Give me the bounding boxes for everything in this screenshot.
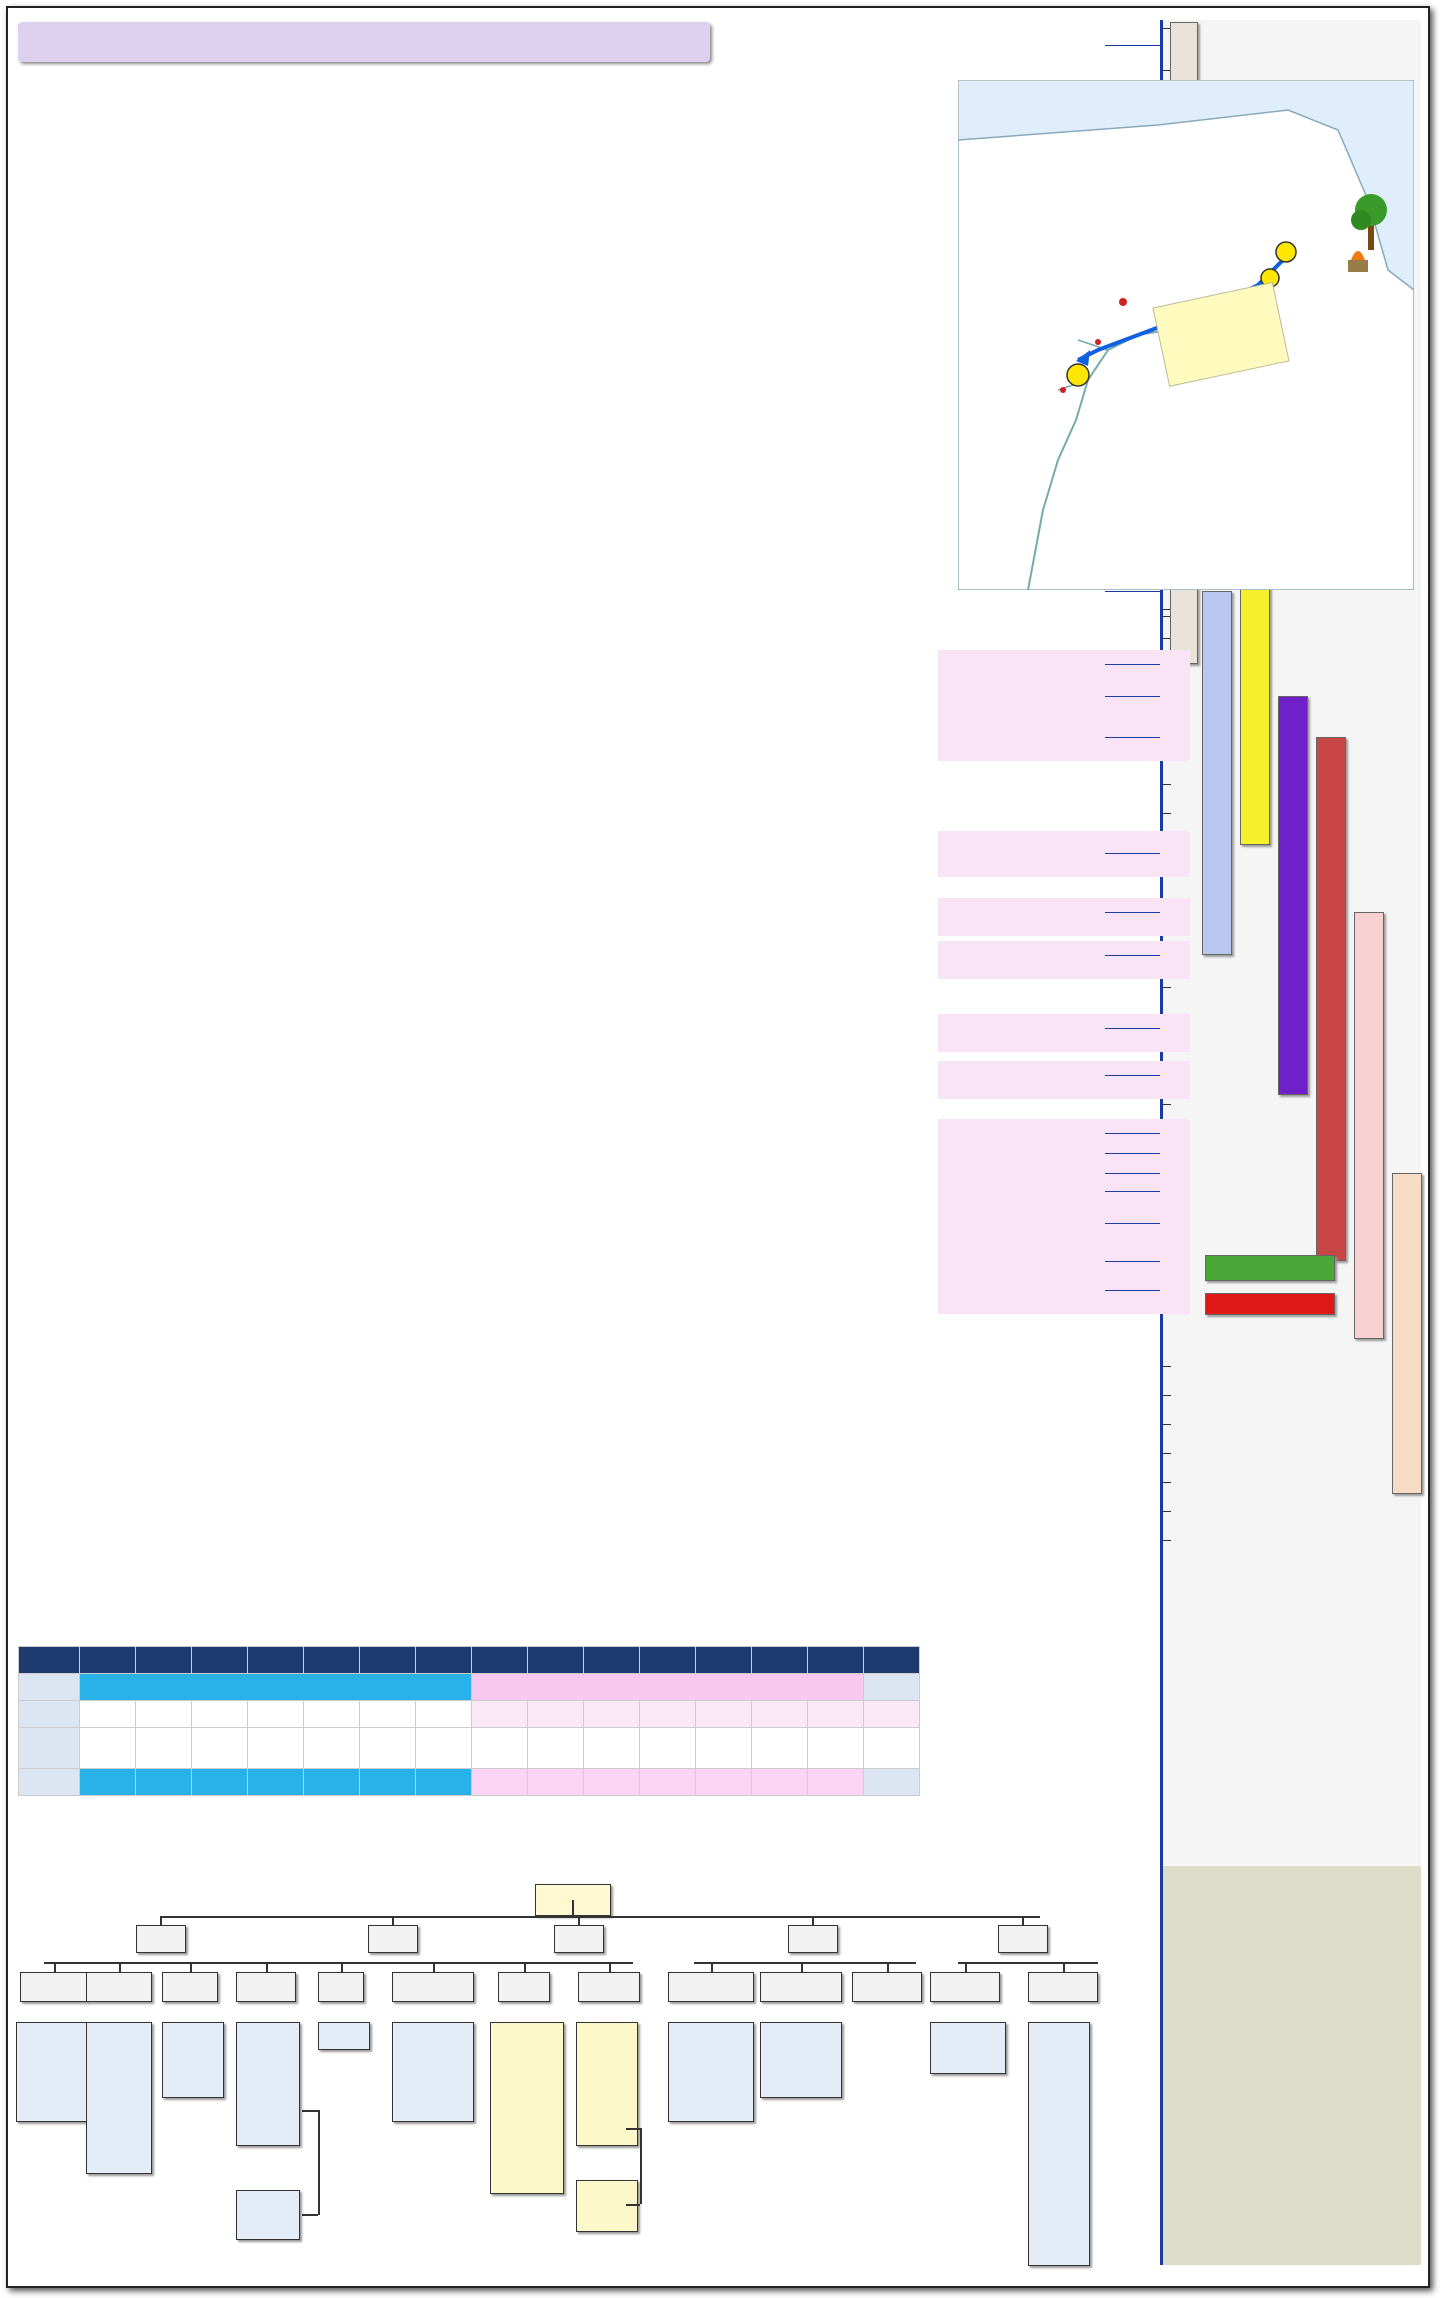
tribe-node [162, 1972, 218, 2002]
age-cell [528, 1728, 584, 1769]
jae-cell [136, 1701, 192, 1728]
sons-list [576, 2180, 638, 2232]
bad-years-cell [472, 1674, 864, 1701]
jae-cell [752, 1701, 808, 1728]
sons-list [16, 2022, 88, 2122]
person-bar [1278, 696, 1308, 1095]
age-cell [696, 1728, 752, 1769]
tick-mark [1163, 1366, 1171, 1367]
event-connector [1105, 1173, 1160, 1174]
age-cell [640, 1728, 696, 1769]
wife-node [554, 1925, 604, 1953]
jae-cell [472, 1701, 528, 1728]
tree-line [119, 1962, 121, 1972]
person-bar [1392, 1173, 1422, 1493]
person-bar [1316, 737, 1346, 1261]
tick-mark [1163, 1482, 1171, 1483]
event-connector [1105, 912, 1160, 913]
tree-line [302, 2214, 318, 2216]
table-year [192, 1647, 248, 1674]
event-connector [1105, 1261, 1160, 1262]
year-table [18, 1646, 920, 1796]
middle-text-column [472, 95, 912, 117]
tick-mark [1163, 1104, 1171, 1105]
heliopolis-marker [1067, 364, 1089, 386]
count-cell [640, 1769, 696, 1796]
tree-line [694, 1962, 916, 1964]
jae-label [19, 1701, 80, 1728]
person-bar [1354, 912, 1384, 1340]
age-cell [80, 1728, 136, 1769]
event-connector [1105, 591, 1160, 592]
age-cell [472, 1728, 528, 1769]
city-marker [1060, 387, 1066, 393]
hebron-marker [1276, 242, 1296, 262]
age-cell [808, 1728, 864, 1769]
jae-cell [640, 1701, 696, 1728]
event-highlight [938, 1014, 1190, 1052]
tree-line [887, 1962, 889, 1972]
rameses-marker [1119, 298, 1127, 306]
city-marker [1095, 339, 1101, 345]
tree-line [160, 1916, 1040, 1918]
age-cell [864, 1728, 920, 1769]
jae-cell [304, 1701, 360, 1728]
age-cell [584, 1728, 640, 1769]
jae-cell [808, 1701, 864, 1728]
tree-line [609, 1962, 611, 1972]
tick-mark [1163, 1540, 1171, 1541]
wife-node [136, 1925, 186, 1953]
table-year [136, 1647, 192, 1674]
tree-line [626, 2204, 640, 2206]
event-highlight [938, 839, 1190, 877]
tree-line [433, 1962, 435, 1972]
jae-cell [528, 1701, 584, 1728]
event-connector [1105, 1290, 1160, 1291]
event-connector [1105, 664, 1160, 665]
tree-line [572, 1900, 574, 1916]
table-year [808, 1647, 864, 1674]
table-year [80, 1647, 136, 1674]
tick-mark [1163, 813, 1171, 814]
good-years-cell [80, 1674, 472, 1701]
event-connector [1105, 1153, 1160, 1154]
event-connector [1105, 45, 1160, 46]
age-cell [192, 1728, 248, 1769]
person-bar [1202, 591, 1232, 955]
famine-box [1205, 1293, 1335, 1315]
tribe-node [498, 1972, 550, 2002]
table-year [640, 1647, 696, 1674]
event-highlight [938, 898, 1190, 936]
tribe-node [86, 1972, 152, 2002]
count-cell [192, 1769, 248, 1796]
tribe-node [760, 1972, 842, 2002]
sons-list [1028, 2022, 1090, 2266]
event-connector [1105, 1223, 1160, 1224]
tree-line [640, 2128, 642, 2204]
event-highlight [938, 1276, 1190, 1314]
age-cell [360, 1728, 416, 1769]
count-cell [864, 1769, 920, 1796]
event-connector [1105, 853, 1160, 854]
jae-cell [80, 1701, 136, 1728]
tree-line [524, 1962, 526, 1972]
event-highlight [938, 723, 1190, 761]
sons-list [760, 2022, 842, 2098]
event-connector [1105, 1133, 1160, 1134]
tree-line [958, 1962, 1098, 1964]
count-cell [808, 1769, 864, 1796]
tribe-node [852, 1972, 922, 2002]
tree-line [801, 1962, 803, 1972]
tree-line [266, 1962, 268, 1972]
table-year [248, 1647, 304, 1674]
sons-list [490, 2022, 564, 2194]
table-blank [19, 1674, 80, 1701]
event-highlight [938, 682, 1190, 720]
left-text-column [18, 95, 438, 117]
count-cell [696, 1769, 752, 1796]
count-cell [584, 1769, 640, 1796]
table-year [472, 1647, 528, 1674]
event-connector [1105, 737, 1160, 738]
table-blank [864, 1674, 920, 1701]
table-year [360, 1647, 416, 1674]
tick-mark [1163, 784, 1171, 785]
jae-cell [416, 1701, 472, 1728]
count-cell [416, 1769, 472, 1796]
count-cell [248, 1769, 304, 1796]
sons-list [236, 2190, 300, 2240]
tick-mark [1163, 1424, 1171, 1425]
count-label [19, 1769, 80, 1796]
tree-line [965, 1962, 967, 1972]
tree-line [341, 1962, 343, 1972]
spacer [472, 95, 912, 117]
tree-line [626, 2128, 640, 2130]
egypt-sojourn-bg [1163, 1866, 1421, 2265]
tick-mark [1163, 987, 1171, 988]
tribe-node [930, 1972, 1000, 2002]
age-label [19, 1728, 80, 1769]
tree-line [190, 1962, 192, 1972]
tree-line [44, 1962, 344, 1964]
spacer [18, 95, 438, 117]
count-cell [360, 1769, 416, 1796]
sons-list [318, 2022, 370, 2050]
sons-list [236, 2022, 300, 2146]
table-year [752, 1647, 808, 1674]
tribe-node [392, 1972, 474, 2002]
tribe-node [318, 1972, 364, 2002]
event-highlight [938, 941, 1190, 979]
table-head-label [19, 1647, 80, 1674]
count-cell [752, 1769, 808, 1796]
table-year [584, 1647, 640, 1674]
count-cell [136, 1769, 192, 1796]
chapter-title-bar [18, 22, 710, 62]
count-cell [472, 1769, 528, 1796]
table-year [416, 1647, 472, 1674]
tribe-node [1028, 1972, 1098, 2002]
table-year [696, 1647, 752, 1674]
age-cell [304, 1728, 360, 1769]
count-cell [80, 1769, 136, 1796]
sons-list [930, 2022, 1006, 2074]
tree-line [493, 1962, 633, 1964]
tree-line [302, 2110, 318, 2112]
age-cell [752, 1728, 808, 1769]
tick-mark [1163, 1511, 1171, 1512]
event-connector [1105, 1075, 1160, 1076]
tribe-node [236, 1972, 296, 2002]
jae-cell [192, 1701, 248, 1728]
jae-cell [360, 1701, 416, 1728]
sons-list [162, 2022, 224, 2098]
event-connector [1105, 1028, 1160, 1029]
jae-cell [864, 1701, 920, 1728]
tick-mark [1163, 1395, 1171, 1396]
tree-line [711, 1962, 713, 1972]
tree-line [1063, 1962, 1065, 1972]
age-cell [136, 1728, 192, 1769]
jae-cell [248, 1701, 304, 1728]
tick-mark [1163, 1453, 1171, 1454]
age-cell [248, 1728, 304, 1769]
event-highlight [938, 1061, 1190, 1099]
age-cell [416, 1728, 472, 1769]
jae-cell [584, 1701, 640, 1728]
jae-cell [696, 1701, 752, 1728]
sons-list [668, 2022, 754, 2122]
map [958, 80, 1414, 590]
table-year [304, 1647, 360, 1674]
count-cell [304, 1769, 360, 1796]
sons-list [392, 2022, 474, 2122]
count-cell [528, 1769, 584, 1796]
table-year [864, 1647, 920, 1674]
tree-line [318, 2110, 320, 2215]
good-years-box [1205, 1255, 1335, 1281]
wife-node [368, 1925, 418, 1953]
event-connector [1105, 696, 1160, 697]
tribe-node [20, 1972, 88, 2002]
sons-list [86, 2022, 152, 2174]
event-connector [1105, 1191, 1160, 1192]
wife-node [998, 1925, 1048, 1953]
tribe-node [668, 1972, 754, 2002]
table-year [528, 1647, 584, 1674]
tribe-node [578, 1972, 640, 2002]
wife-node [788, 1925, 838, 1953]
tree-line [54, 1962, 56, 1972]
event-connector [1105, 955, 1160, 956]
